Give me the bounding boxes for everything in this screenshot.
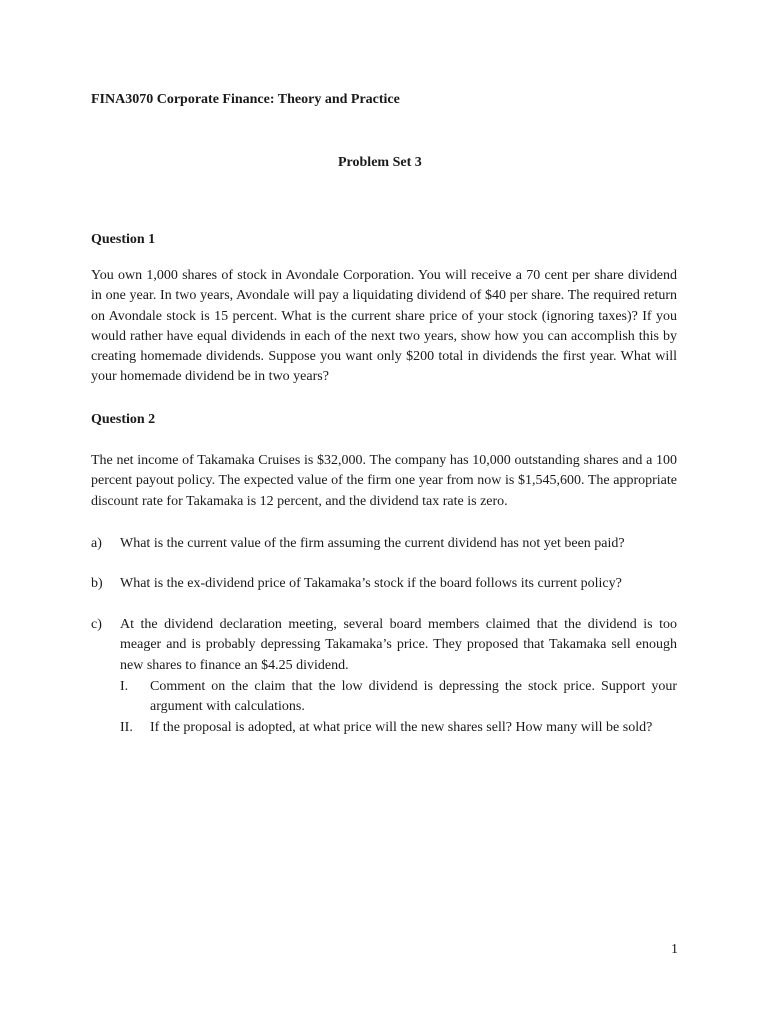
- item-marker: c): [91, 617, 102, 632]
- course-title: FINA3070 Corporate Finance: Theory and Practice: [91, 92, 400, 107]
- question-2-subitem-ii: [120, 718, 677, 738]
- subitem-marker: II.: [120, 720, 133, 735]
- item-text: At the dividend declaration meeting, several board members claimed that the dividend is too meager and is probably depressing Takamaka’s price. They proposed that Takamaka sell enough new shares to finance an $4.25 dividend.: [120, 617, 677, 673]
- page-number: 1: [671, 942, 678, 957]
- item-text: What is the ex-dividend price of Takamaka’s stock if the board follows its current policy?: [120, 576, 622, 591]
- subitem-text: If the proposal is adopted, at what price will the new shares sell? How many will be sold?: [150, 720, 653, 735]
- question-2-item-c: [91, 615, 677, 676]
- item-marker: b): [91, 576, 103, 591]
- item-marker: a): [91, 536, 102, 551]
- question-2-heading: Question 2: [91, 412, 156, 427]
- question-1-body: You own 1,000 shares of stock in Avondale Corporation. You will receive a 70 cent per share dividend in one year. In two years, Avondale will pay a liquidating dividend of $40 per share. The required return on Avondale stock is 15 percent. What is the current share price of your stock (ignoring taxes)? If you would rather have equal dividends in each of the next two years, show how you can accomplish this by creating homemade dividends. Suppose you want only $200 total in dividends the first year. What will your homemade dividend be in two years?: [91, 268, 677, 385]
- question-1-heading: Question 1: [91, 232, 156, 247]
- question-2-item-a: [91, 534, 677, 554]
- problem-set-label: Problem Set 3: [338, 155, 422, 170]
- subitem-text: Comment on the claim that the low dividend is depressing the stock price. Support your argument with calculations.: [150, 679, 677, 715]
- question-2-subitem-i: [120, 677, 677, 718]
- question-2-item-b: [91, 574, 677, 594]
- question-2-body: The net income of Takamaka Cruises is $32,000. The company has 10,000 outstanding shares and a 100 percent payout policy. The expected value of the firm one year from now is $1,545,600. The appropriate discount rate for Takamaka is 12 percent, and the dividend tax rate is zero.: [91, 453, 677, 509]
- item-text: What is the current value of the firm assuming the current dividend has not yet been paid?: [120, 536, 625, 551]
- subitem-marker: I.: [120, 679, 129, 694]
